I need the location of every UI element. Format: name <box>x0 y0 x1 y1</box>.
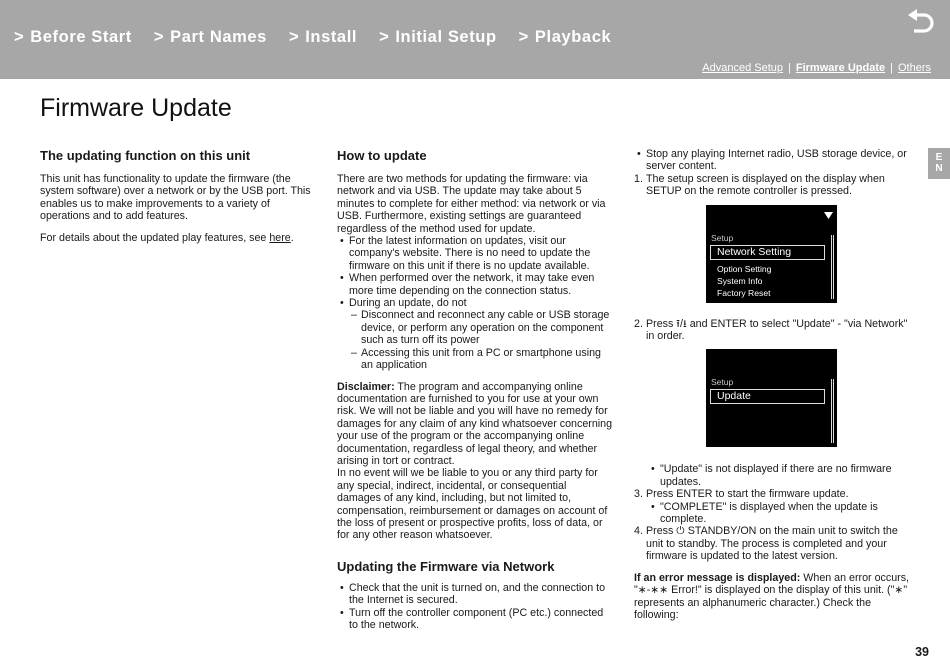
error-label: If an error message is displayed: <box>634 571 801 584</box>
nav-label: Playback <box>534 28 612 46</box>
paragraph: There are two methods for updating the firmware: via network and via USB. The update may take about 5 minutes to complete for either method: via network or via USB. Furthermore, existing settings are guaranteed regardless of the method used for update. <box>337 173 606 235</box>
text: For details about the updated play features, see <box>40 231 270 244</box>
nav-label: Initial Setup <box>395 28 497 46</box>
step-item <box>634 318 912 489</box>
bullet-item: • When performed over the network, it may take even more time depending on the connection status. <box>340 272 613 297</box>
screen-option: Option Setting <box>717 263 772 274</box>
bullet-list <box>651 501 912 526</box>
screen-scrollbar <box>831 235 834 299</box>
nav-part-names[interactable] <box>154 28 267 47</box>
section-heading: How to update <box>337 148 427 163</box>
bullet-list <box>651 463 912 488</box>
column-1 <box>40 148 316 253</box>
section-nav <box>14 28 633 47</box>
step-number: 1. <box>634 172 643 185</box>
top-navigation-bar <box>0 0 950 79</box>
step-text: The setup screen is displayed on the display when SETUP on the remote controller is pressed. <box>646 172 885 198</box>
lang-letter: E <box>935 152 943 163</box>
section-heading-network: Updating the Firmware via Network <box>337 558 555 574</box>
step-number: 2. <box>634 317 643 330</box>
bullet-item: • Stop any playing Internet radio, USB storage device, or server content. <box>637 148 912 173</box>
nav-label: Part Names <box>170 28 267 46</box>
step-item <box>634 525 912 562</box>
nav-before-start[interactable] <box>14 28 132 47</box>
step-text: Press ⏻ STANDBY/ON on the main unit to switch the unit to standby. The process is completed and your firmware is updated to the latest version. <box>646 525 898 563</box>
bullet-list <box>340 235 613 371</box>
language-tab <box>928 148 950 179</box>
disclaimer-label: Disclaimer: <box>337 380 395 393</box>
dash-item: – Accessing this unit from a PC or smartphone using an application <box>351 347 613 372</box>
paragraph: This unit has functionality to update the firmware (the system software) over a network or by the USB port. This enables us to make improvements to a variety of operations and to add features. <box>40 173 311 223</box>
screen-selected-item: Network Setting <box>710 245 825 260</box>
nav-install[interactable] <box>289 28 357 47</box>
text: . <box>290 231 294 244</box>
nav-arrow: > <box>288 28 300 46</box>
nav-arrow: > <box>14 28 25 46</box>
bullet-item: • Check that the unit is turned on, and the connection to the Internet is secured. <box>340 582 613 607</box>
step-item <box>634 488 912 525</box>
lang-letter: N <box>935 163 943 174</box>
section-heading: The updating function on this unit <box>40 148 251 163</box>
subnav-separator: | <box>890 62 893 74</box>
bullet-item: • For the latest information on updates, visit our company's website. There is no need to update the firmware on this unit if there is no update available. <box>340 235 613 272</box>
step-item <box>634 173 912 303</box>
screen-title: Setup <box>711 232 734 243</box>
sub-navigation <box>702 62 931 74</box>
wifi-icon <box>824 211 833 223</box>
error-paragraph <box>634 572 912 622</box>
disclaimer-text: The program and accompanying online documentation are furnished to you for use at your own risk. We will not be liable and you will have no remedy for damages for any claim of any kind whatsoever concerning your use of the program or the accompanying online documentation, regardless of legal theory, and whether arising in tort or contract. <box>337 380 613 467</box>
screen-selected-item: Update <box>710 389 825 404</box>
column-3 <box>634 148 912 630</box>
nav-arrow: > <box>379 28 390 46</box>
bullet-item <box>340 297 613 371</box>
bullet-list <box>637 148 912 173</box>
subnav-separator: | <box>788 62 791 74</box>
step-text: Press ENTER to start the firmware update. <box>646 488 849 501</box>
step-text: Press ⭱/⭳ and ENTER to select "Update" - "via Network" in order. <box>646 317 908 343</box>
back-arrow-icon[interactable] <box>906 9 936 37</box>
steps-list <box>634 173 912 563</box>
page-title: Firmware Update <box>40 94 232 122</box>
nav-initial-setup[interactable] <box>379 28 497 47</box>
step-number: 4. <box>634 525 643 538</box>
bullet-list <box>340 582 613 632</box>
update-screen-display <box>706 349 837 447</box>
disclaimer-continued: In no event will we be liable to you or any third party for any special, indirect, incidental, or consequential damages of any kind, including, but not limited to, compensation, reimbursement or damages on account of the loss of present or prospective profits, loss of data, or for any other reason whatsoever. <box>337 467 608 542</box>
nav-label: Before Start <box>30 28 132 46</box>
page-number: 39 <box>915 645 929 659</box>
bullet-item: • "COMPLETE" is displayed when the update is complete. <box>651 501 912 526</box>
screen-option: System Info <box>717 275 763 286</box>
screen-option: Factory Reset <box>717 287 771 298</box>
bullet-item: • Turn off the controller component (PC etc.) connected to the network. <box>340 607 613 632</box>
bullet-item: • "Update" is not displayed if there are no firmware updates. <box>651 463 912 488</box>
screen-title: Setup <box>711 377 734 388</box>
nav-label: Install <box>305 28 358 46</box>
nav-arrow: > <box>518 28 529 46</box>
bullet-text: During an update, do not <box>349 297 467 310</box>
subnav-others[interactable]: Others <box>897 62 931 74</box>
paragraph-details <box>40 232 316 244</box>
disclaimer <box>337 381 613 468</box>
here-link[interactable]: here <box>269 231 291 244</box>
nav-arrow: > <box>153 28 165 46</box>
column-2 <box>337 148 613 631</box>
screen-scrollbar <box>831 379 834 443</box>
dash-list <box>351 309 613 371</box>
nav-playback[interactable] <box>519 28 612 47</box>
subnav-firmware-update[interactable]: Firmware Update <box>795 62 886 74</box>
dash-item: – Disconnect and reconnect any cable or USB storage device, or perform any operation on the component such as turn off its power <box>351 309 613 346</box>
error-text: When an error occurs, "∗-∗∗ Error!" is displayed on the display of this unit. ("∗" represents an alphanumeric character.) Check the following: <box>634 571 910 621</box>
setup-screen-display <box>706 205 837 303</box>
step-number: 3. <box>634 488 643 501</box>
subnav-advanced-setup[interactable]: Advanced Setup <box>702 62 784 74</box>
